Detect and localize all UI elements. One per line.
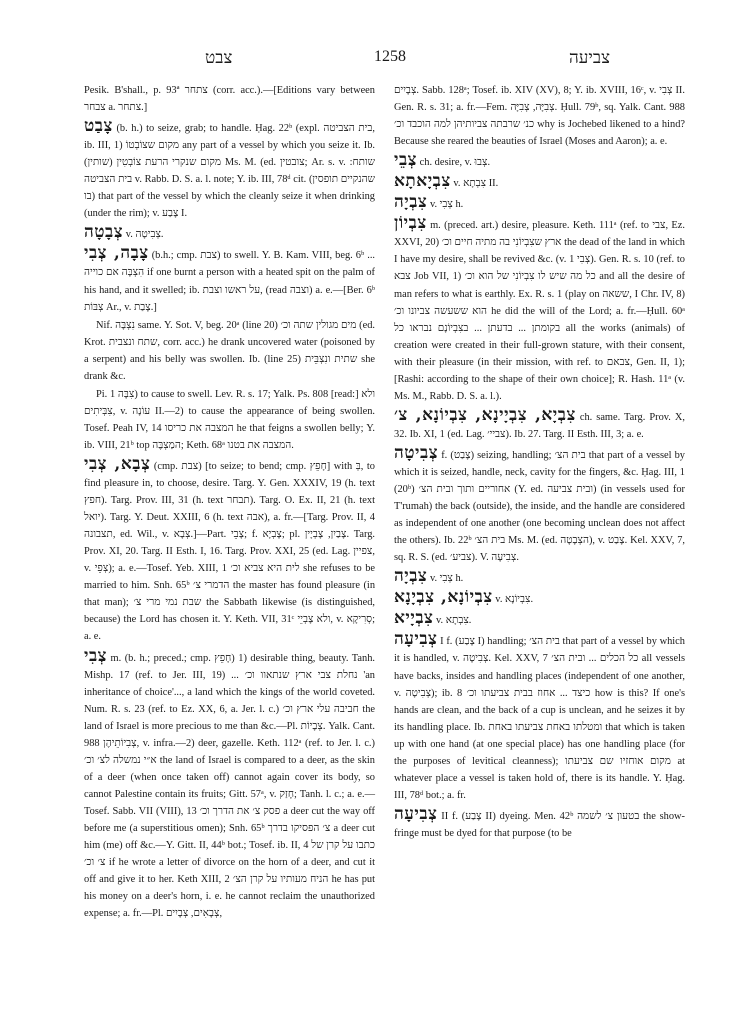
entry-headword: צְבִיטָה [394, 442, 439, 463]
entry-headword: צְבָטָה [84, 222, 124, 243]
left-column [84, 82, 375, 923]
dictionary-entry [394, 214, 685, 405]
entry-headword: צִבְיָה [394, 192, 428, 213]
entry-headword: צְבִי [84, 645, 108, 666]
entry-subsense: Pi. צִבָּה 1) to cause to swell. Lev. R. s. 17; Yalk. Ps. 808 [read:] ולא צִבְּיתִים, v. עוֹנָה II.—2) to cause the appearance of being swollen. Tosef. Peah IV, 14 המצבה את כריסו he that feigns a swollen belly; Y. ib. VIII, 21ᵇ top המַצְבֶּה; Keth. 68ᵃ המצבה את בטנו. [84, 388, 375, 451]
entry-definition: (b.h.; cmp. צבת) to swell. Y. B. Kam. VIII, beg. 6ᵇ ... הִצְבָּה אם כוייה if one burnt a person with a heated spit on the palm of his hand, and it swelled; ib. על ראשו וצבת, (read וצבה) a. e.—[Ber. 6ᵇ צְבּוֹת Ar., v. צָבַת.] [84, 250, 376, 313]
dictionary-entry [394, 444, 685, 566]
dictionary-entry [394, 588, 685, 608]
entry-definition: II f. (צָבַע II) dyeing. Men. 42ᵇ בטעון צ׳ לשמה the show-fringe must be dyed for that purpose (to be [394, 810, 685, 839]
entry-definition: v. צְבִיטָה. [123, 229, 164, 241]
right-column [394, 82, 685, 843]
entry-definition: v. צְבִי h. [427, 199, 464, 211]
entry-definition: m. (preced. art.) desire, pleasure. Keth. 111ᵃ (ref. to צבי, Ez. XXVI, 20) ארץ שצִבְיוֹנִי בה מתיה חיים וכ׳ the dead of the land in which I have my desire, shall be revived &c. (v. צְבִי 1). Gen. R. s. 10 (ref. to צבא Job VII, 1) כל מה שיש לו צִבְיוֹנִי של הוא וכ׳ and all the desire of man refers to what is earthly. Ex. R. s. 1 (play on ששאה, I Chr. IV, 8) הוא ששעשה צביונו וכ׳ he did the will of the Lord; a. fr.—Ḥull. 60ᵃ בקומתן ... בדעתן ... בצִבְיוֹנָם נבראו כל all the works (animals) of creation were created in their full-grown stature, with their consent, with their pleasure (in their mission, with ref. to צבאם, Gen. II, 1); [Rashi: according to the shape of their own choice]; R. Hash. 11ᵃ (v. Ms. M., Rabb. D. S. a. l.). [394, 220, 685, 402]
header-right-guide-word: צביעה [569, 48, 610, 68]
entry-definition: v. צְבִי h. [427, 573, 464, 585]
dictionary-entry [394, 193, 685, 213]
entry-headword: צְבִיעָה [394, 803, 438, 824]
dictionary-entry [84, 647, 375, 923]
entry-definition: I f. (צָבַע I) handling; בית הצ׳ that part of a vessel by which it is handled, v. צְבִיטָה. Kel. XXV, 7 כל הכלים ... ובית הצ׳ all vessels have backs, insides and handling places (independent of one another, v. צְבִיטָה); ib. 8 כיצד ... אחוז בבית צביעתו וכ׳ how is this? If one's hands are clean, and the back of a cup is unclean, and he seizes it by its handling place. Ib. ומטלתו באחת צביעתו באחת that which is taken up with one hand (at one special place) has one handling place (for the purposes of levitical cleanness); מקום אוחזיו שם צביעתו at whatever place a vessel is taken hold of, there is its handle. Y. Ḥag. III, 78ᵈ bot.; a. fr. [394, 636, 686, 801]
dictionary-entry [394, 172, 685, 192]
entry-headword: צְבָא, צְבִי [84, 453, 151, 474]
dictionary-entry [84, 223, 375, 243]
entry-headword: צְבִיעָה [394, 629, 438, 650]
entry-headword: צִבְיוֹן [394, 213, 427, 234]
continued-text: צְבָיִים. Sabb. 128ᵃ; Tosef. ib. XIV (XV), 8; Y. ib. XVIII, 16ᶜ, v. צְבִי II. Gen. R. s. 31; a. fr.—Fem. צְבִיָּה, צְבִיָּה. Ḥull. 79ᵇ, sq. Yalk. Cant. 988 כנ׳ שרבתה צביותיהן למה הוכבד וכ׳ why is Jochebed likened to a hind? Because she reared the beauties of Israel (Moses and Aaron); a. e. [394, 85, 685, 148]
dictionary-entry [84, 117, 375, 222]
entry-headword: צָבָה, צְבִי [84, 243, 149, 264]
running-header [80, 48, 680, 72]
entry-definition: f. (צָבַט) seizing, handling; בית הצ׳ that part of a vessel by which it is seized, handle, neck, cavity for the fingers, &c. Ḥag. III, 1 (20ᵇ) אחוריים ותוך ובית הצ׳ (Y. ed. ובית צביעה) (in vessels used for T'rumah) the back (outside), the inside, and the handle are considered as independent of one another (one becoming unclean does not affect the others). Ib. 22ᵇ בית הצ׳ Ms. M. (ed. הצְבָטָה), v. צָבַט. Kel. XXV, 7, sq. R. S. (ed. צביע׳). V. צְבִיעָה. [394, 449, 686, 564]
entry-headword: צִבְיָא, צִבְיָינָא, צִבְיוֹנָא, צ׳ [394, 404, 576, 425]
entry-headword: צִבְיָה [394, 566, 428, 587]
dictionary-entry [84, 244, 375, 315]
entry-definition: v. צִבְתָא II. [450, 178, 499, 190]
entry-definition: (cmp. צבת) [to seize; to bend; cmp. חָפֵץ] with בְּ, to find pleasure in, to choose, desire. Targ. Y. Gen. XXXIV, 19 (h. text חפץ). Targ. Prov. III, 31 (h. text תבחר). Targ. O. Ex. II, 21 (h. text יואל). Targ. Y. Deut. XXIII, 6 (h. text אבה), a. fr.—[Targ. Prov. II, 4 תצבונה, ed. Wil., v. צְבָא.]—Part. צָבֵי; f. צָבְיָא; pl. צָבַיִן, צָבְיָין. Targ. Prov. XI, 20. Targ. II Esth. I, 16. Targ. Prov. XXI, 25 (ed. Lag. צפיין, v. צְפֵי); a. e.—Tosef. Yeb. XIII, 1 לית היא צביא וכ׳ she refuses to be married to him. Snh. 65ᵇ הדמרי צ׳ the master has found pleasure (in that man); שבת נמי מרי צ׳ the Sabbath likewise (is distinguished, because) the Lord has chosen it. Y. Keth. VII, 31ᶜ ולא צָבְיֵי, v. סְרִיקָא; a. e. [84, 460, 376, 643]
entry-definition: v. צִבְיוֹנָא. [492, 594, 534, 606]
entry-definition: (b. h.) to seize, grab; to handle. Ḥag. 22ᵇ (expl. בית הצביטה, ib. III, 1) מקום שצוֹבְטוֹ any part of a vessel by which you seize it. Ib. מקום שנקרי הרעת צוֹבְטִין (שותין) Ms. M. (ed. צובטין; Ar. s. v. שותח: בית הצביטה v. Rabb. D. S. a. l. note; Y. ib. III, 78ᵈ cit. (שהנקיים תופסין בו) that part of the vessel by which the cleanly seize it when drinking (under the rim); v. צָבַע I. [84, 123, 376, 220]
continued-text: Pesik. B'shall., p. 93ª צתחר (corr. acc.).—[Editions vary between צבחר a. צתחר.] [84, 85, 375, 114]
dictionary-entry [394, 567, 685, 587]
dictionary-entry [84, 455, 375, 646]
dictionary-entry [394, 630, 685, 803]
entry-headword: צָבַט [84, 116, 113, 137]
entry-definition: ch. same. Targ. Prov. X, 32. Ib. XI, 1 (ed. Lag. צביי׳). Ib. 27. Targ. II Esth. III, 3; a. e. [394, 411, 685, 440]
entry-definition: m. (b. h.; preced.; cmp. חָפֵץ) 1) desirable thing, beauty. Tanh. Mishp. 17 (ref. to Jer. III, 19) ... נחלת צבי ארץ שנתאוו וכ׳ 'an inheritance of choice'..., a land which the kings of the world coveted. Num. R. s. 23 (ref. to Ez. XX, 6, a. Jer. l. c.) חביבה עלי ארץ וכ׳ the land of Israel is more precious to me than &c.—Pl. צְבָיוֹת. Yalk. Cant. 988 צְבִיוֹתֵיהֶן, v. infra.—2) deer, gazelle. Keth. 112ᵃ (ref. to Jer. l. c.) א״י נמשלה לצ׳ וכ׳ the land of Israel is compared to a deer, as the skin of a deer (when once taken off) cannot again cover its body, so cannot Palestine contain its fruits; Gitt. 57ᵃ, v. חָזַק; Tanh. l. c.; a. e.—Tosef. Sabb. VII (VIII), 13 פסק צ׳ את הדרך וכ׳ a deer cut the way off before me (a superstitious omen); Snh. 65ᵇ צ׳ הפסיקו בדרך a deer cut him (me) off &c.—Y. Gitt. II, 44ᵇ bot.; Tosef. ib. II, 4 כתבו על קרן של צ׳ וכ׳ if he wrote a letter of divorce on the horn of a deer, and cut it off and give it to her. Keth XIII, 2 הניח מעותיו על קרן הצ׳ he has put his money on a deer's horn, i. e. he cannot reclaim the unauthorized expense; a. fr.—Pl. צְבָאִים, צְבָיִים, [84, 652, 376, 920]
dictionary-entry [394, 609, 685, 629]
entry-definition: ch. desire, v. צְבוּ. [417, 157, 491, 169]
entry-definition: v. צִבְתָא. [433, 615, 472, 627]
entry-headword: צִבְיוֹנָא, צִבְיָנָא [394, 587, 493, 608]
entry-subsense: Nif. נִצְבָּה same. Y. Sot. V, beg. 20ᵃ (line 20) מים מגולין שתה וכ׳ (ed. Krot. שתח ונצבית, corr. acc.) he drank uncovered water (poisoned by a serpent) and his belly was swollen. Ib. (line 25) שתית ונִצְבֵּית she drank &c. [84, 319, 376, 382]
dictionary-entry [394, 406, 685, 443]
page-number: 1258 [374, 48, 406, 65]
entry-headword: צִבְיָאתָא [394, 171, 451, 192]
dictionary-entry [394, 151, 685, 171]
dictionary-entry [394, 805, 685, 842]
header-left-guide-word: צבט [205, 48, 233, 68]
entry-headword: צְבֵי [394, 150, 418, 171]
entry-headword: צִבְיָיא [394, 608, 434, 629]
